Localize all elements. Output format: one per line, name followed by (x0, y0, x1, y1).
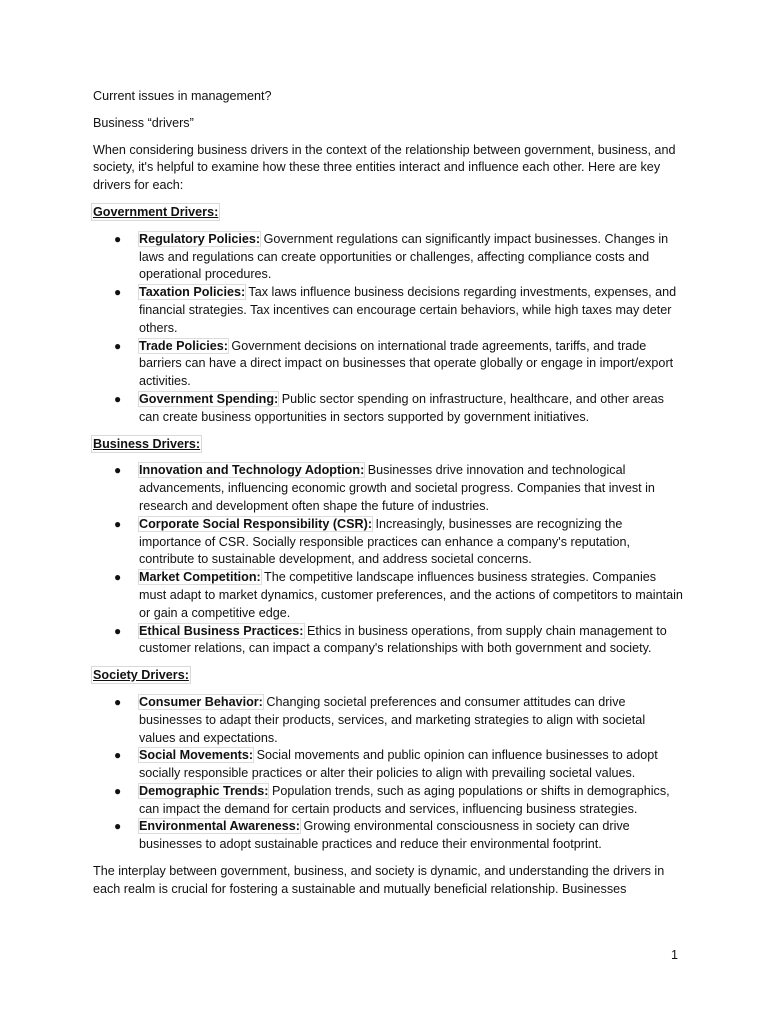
document-subtitle: Business “drivers” (93, 115, 194, 130)
driver-term: Consumer Behavior: (139, 694, 263, 709)
bullet-icon: ● (114, 819, 122, 834)
driver-term: Innovation and Technology Adoption: (139, 463, 365, 478)
section-heading-text: Government Drivers: (93, 204, 219, 219)
intro-paragraph: When considering business drivers in the context of the relationship between government, business, and society, it's helpful to examine how these three entities interact and influence each other. Here are key drivers for each: (93, 142, 676, 193)
bullet-icon: ● (114, 694, 122, 709)
section-heading-text: Business Drivers: (93, 436, 201, 451)
driver-description: Businesses drive innovation and technological advancements, influencing economic growth and societal progress. Companies that invest in research and development often shape the future of industries. (139, 463, 655, 513)
list-item (93, 818, 683, 854)
section-heading-society (93, 667, 683, 685)
list-item (93, 231, 683, 284)
driver-description: Changing societal preferences and consumer attitudes can drive businesses to adapt their products, services, and marketing strategies to align with societal values and expectations. (139, 694, 646, 745)
bullet-icon: ● (114, 783, 122, 798)
business-drivers-list (93, 462, 683, 658)
section-heading-business (93, 436, 683, 454)
bullet-icon: ● (114, 463, 122, 478)
bullet-icon: ● (114, 623, 122, 638)
list-item (93, 462, 683, 515)
driver-description: Growing environmental consciousness in society can drive businesses to adopt sustainable practices and reduce their environmental footprint. (139, 819, 630, 852)
bullet-icon: ● (114, 391, 122, 406)
driver-term: Environmental Awareness: (139, 819, 300, 834)
list-item (93, 391, 683, 427)
driver-description: Increasingly, businesses are recognizing the importance of CSR. Socially responsible practices can enhance a company's reputation, contribute to sustainable development, and address societal concerns. (139, 516, 631, 567)
driver-description: Ethics in business operations, from supply chain management to customer relations, can impact a company's relationships with both government and society. (139, 623, 667, 656)
list-item (93, 569, 683, 622)
driver-term: Trade Policies: (139, 338, 228, 353)
section-heading-text: Society Drivers: (93, 668, 189, 683)
bullet-icon: ● (114, 231, 122, 246)
bullet-icon: ● (114, 570, 122, 585)
list-item (93, 694, 683, 747)
driver-term: Corporate Social Responsibility (CSR): (139, 516, 373, 531)
driver-description: Government regulations can significantly impact businesses. Changes in laws and regulations can create opportunities or challenges, affecting compliance costs and operational procedures. (139, 231, 669, 282)
driver-description: Government decisions on international trade agreements, tariffs, and trade barriers can have a direct impact on businesses that operate globally or engage in import/export activities. (139, 338, 674, 389)
driver-description: Public sector spending on infrastructure, healthcare, and other areas can create business opportunities in sectors supported by government initiatives. (139, 391, 664, 424)
list-item (93, 747, 683, 783)
driver-term: Market Competition: (139, 570, 261, 585)
driver-term: Regulatory Policies: (139, 231, 261, 246)
society-drivers-list (93, 694, 683, 854)
bullet-icon: ● (114, 285, 122, 300)
driver-description: The competitive landscape influences business strategies. Companies must adapt to market dynamics, customer preferences, and the actions of competitors to maintain or gain a competitive edge. (139, 570, 683, 620)
list-item (93, 516, 683, 569)
list-item (93, 783, 683, 819)
driver-term: Demographic Trends: (139, 783, 269, 798)
driver-term: Ethical Business Practices: (139, 623, 304, 638)
list-item (93, 338, 683, 391)
driver-term: Taxation Policies: (139, 285, 246, 300)
bullet-icon: ● (114, 516, 122, 531)
list-item (93, 284, 683, 337)
document-title: Current issues in management? (93, 89, 272, 103)
government-drivers-list (93, 231, 683, 427)
driver-description: Social movements and public opinion can influence businesses to adopt socially responsible practices or alter their policies to align with prevailing societal values. (139, 748, 658, 781)
list-item (93, 623, 683, 659)
driver-term: Social Movements: (139, 748, 254, 763)
section-heading-government (93, 204, 683, 222)
driver-term: Government Spending: (139, 391, 279, 406)
bullet-icon: ● (114, 748, 122, 763)
closing-paragraph: The interplay between government, business, and society is dynamic, and understanding the drivers in each realm is crucial for fostering a sustainable and mutually beneficial relationship. Businesses (93, 864, 665, 896)
bullet-icon: ● (114, 338, 122, 353)
page-number: 1 (670, 948, 678, 962)
driver-description: Tax laws influence business decisions regarding investments, expenses, and financial strategies. Tax incentives can encourage certain behaviors, while high taxes may deter others. (139, 285, 677, 335)
document-body (93, 88, 683, 908)
driver-description: Population trends, such as aging populations or shifts in demographics, can impact the demand for certain products and services, influencing business strategies. (139, 783, 670, 816)
